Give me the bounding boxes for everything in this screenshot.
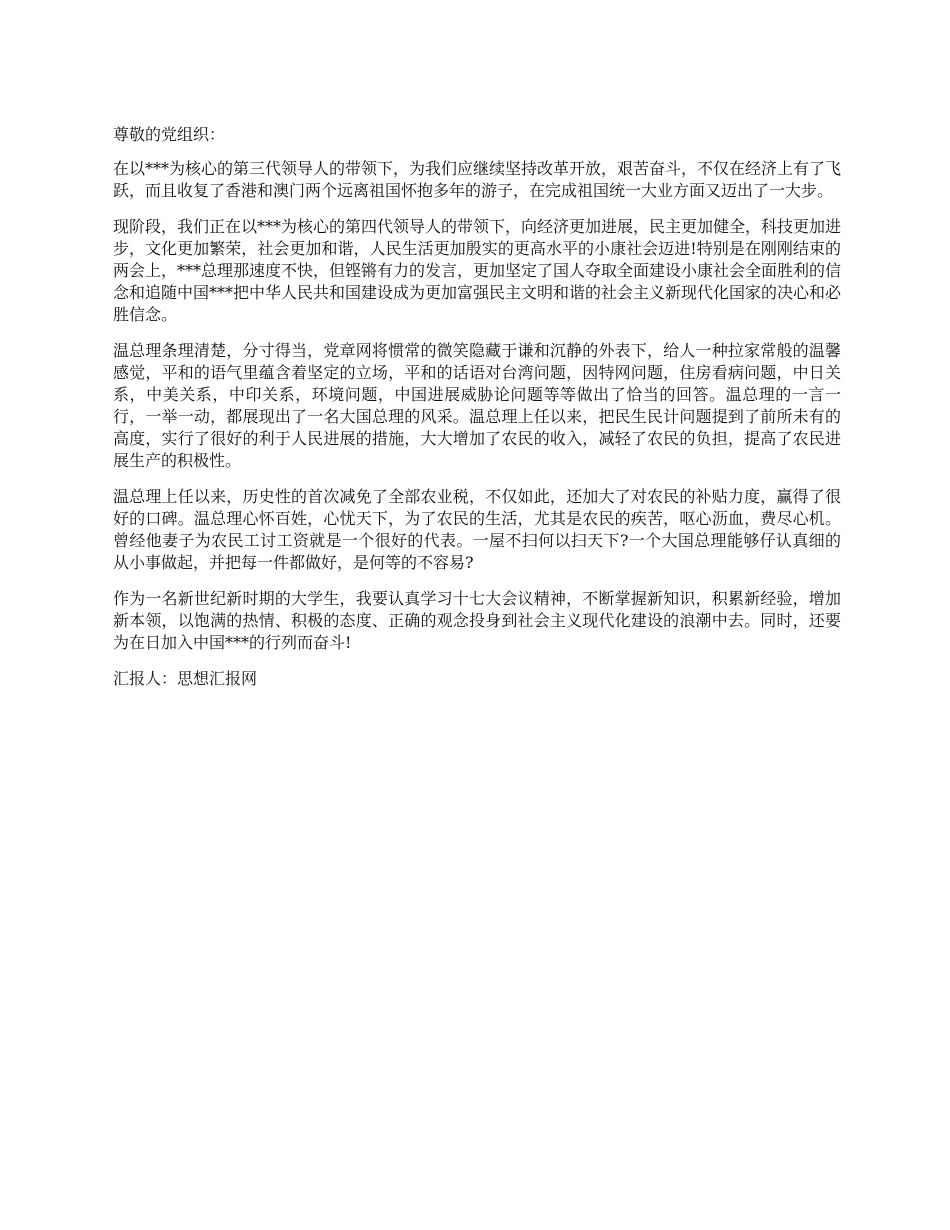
paragraph-2: 现阶段，我们正在以***为核心的第四代领导人的带领下，向经济更加进展，民主更加健全，科技更加进步，文化更加繁荣，社会更加和谐，人民生活更加殷实的更高水平的小康社会迈进!特别是在刚刚结束的两会上，***总理那速度不快，但铿锵有力的发言，更加坚定了国人夺取全面建设小康社会全面胜利的信念和追随中国***把中华人民共和国建设成为更加富强民主文明和谐的社会主义新现代化国家的决心和必胜信念。 [113, 217, 842, 324]
paragraph-3: 温总理条理清楚，分寸得当，党章网将惯常的微笑隐藏于谦和沉静的外表下，给人一种拉家常般的温馨感觉，平和的语气里蕴含着坚定的立场，平和的话语对台湾问题，因特网问题，住房看病问题，中日关系，中美关系，中印关系，环境问题，中国进展威胁论问题等等做出了恰当的回答。温总理的一言一行，一举一动，都展现出了一名大国总理的风采。温总理上任以来，把民生民计问题提到了前所未有的高度，实行了很好的利于人民进展的措施，大大增加了农民的收入，减轻了农民的负担，提高了农民进展生产的积极性。 [113, 341, 841, 470]
paragraph-5: 作为一名新世纪新时期的大学生，我要认真学习十七大会议精神，不断掌握新知识，积累新经验，增加新本领，以饱满的热情、积极的态度、正确的观念投身到社会主义现代化建设的浪潮中去。同时，还要为在日加入中国***的行列而奋斗! [113, 589, 841, 652]
paragraph-1: 在以***为核心的第三代领导人的带领下，为我们应继续坚持改革开放，艰苦奋斗，不仅在经济上有了飞跃，而且收复了香港和澳门两个远离祖国怀抱多年的游子，在完成祖国统一大业方面又迈出了一大步。 [113, 159, 842, 200]
signature: 汇报人：思想汇报网 [113, 669, 258, 688]
paragraph-4: 温总理上任以来，历史性的首次减免了全部农业税，不仅如此，还加大了对农民的补贴力度，赢得了很好的口碑。温总理心怀百姓，心忧天下，为了农民的生活，尤其是农民的疾苦，呕心沥血，费尽心机。曾经他妻子为农民工讨工资就是一个很好的代表。一屋不扫何以扫天下?一个大国总理能够仔认真细的从小事做起，并把每一件都做好，是何等的不容易? [113, 487, 841, 572]
salutation: 尊敬的党组织： [113, 125, 226, 144]
document-page [113, 124, 841, 704]
